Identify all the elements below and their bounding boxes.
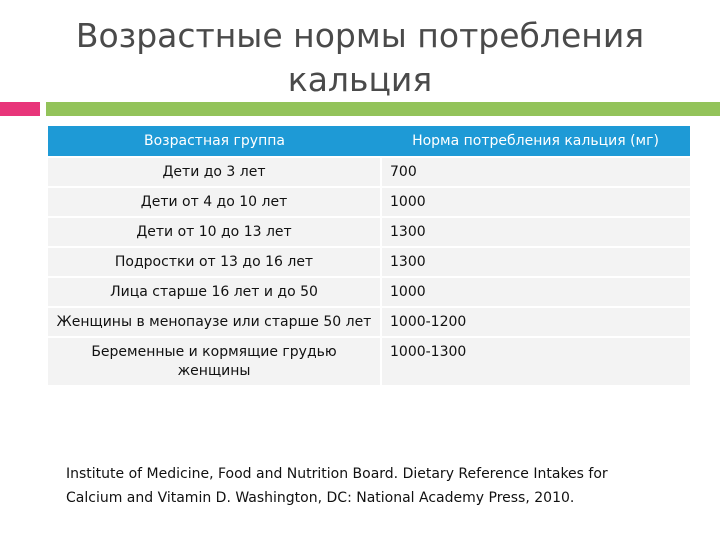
accent-bar-green	[46, 102, 720, 116]
cell-age-group: Женщины в менопаузе или старше 50 лет	[48, 307, 381, 337]
cell-norm: 700	[381, 157, 690, 187]
accent-bar-pink	[0, 102, 40, 116]
table-row	[48, 157, 690, 187]
table-row	[48, 337, 690, 385]
cell-age-group: Лица старше 16 лет и до 50	[48, 277, 381, 307]
cell-age-group: Дети до 3 лет	[48, 157, 381, 187]
cell-norm: 1000-1200	[381, 307, 690, 337]
table-header-row	[48, 126, 690, 157]
table-row	[48, 247, 690, 277]
cell-age-group: Дети от 4 до 10 лет	[48, 187, 381, 217]
table-row	[48, 277, 690, 307]
cell-age-group: Дети от 10 до 13 лет	[48, 217, 381, 247]
table-row	[48, 217, 690, 247]
header-norm: Норма потребления кальция (мг)	[381, 126, 690, 157]
cell-norm: 1000	[381, 277, 690, 307]
cell-age-group: Беременные и кормящие грудью женщины	[48, 337, 381, 385]
slide-title: Возрастные нормы потребления кальция	[75, 16, 645, 99]
cell-norm: 1300	[381, 247, 690, 277]
header-age-group: Возрастная группа	[48, 126, 381, 157]
calcium-norms-table	[48, 126, 690, 385]
cell-norm: 1300	[381, 217, 690, 247]
table-row	[48, 307, 690, 337]
cell-norm: 1000-1300	[381, 337, 690, 385]
table-row	[48, 187, 690, 217]
cell-norm: 1000	[381, 187, 690, 217]
citation: Institute of Medicine, Food and Nutrition Board. Dietary Reference Intakes for Calcium and Vitamin D. Washington, DC: National Academy Press, 2010.	[66, 466, 608, 506]
cell-age-group: Подростки от 13 до 16 лет	[48, 247, 381, 277]
